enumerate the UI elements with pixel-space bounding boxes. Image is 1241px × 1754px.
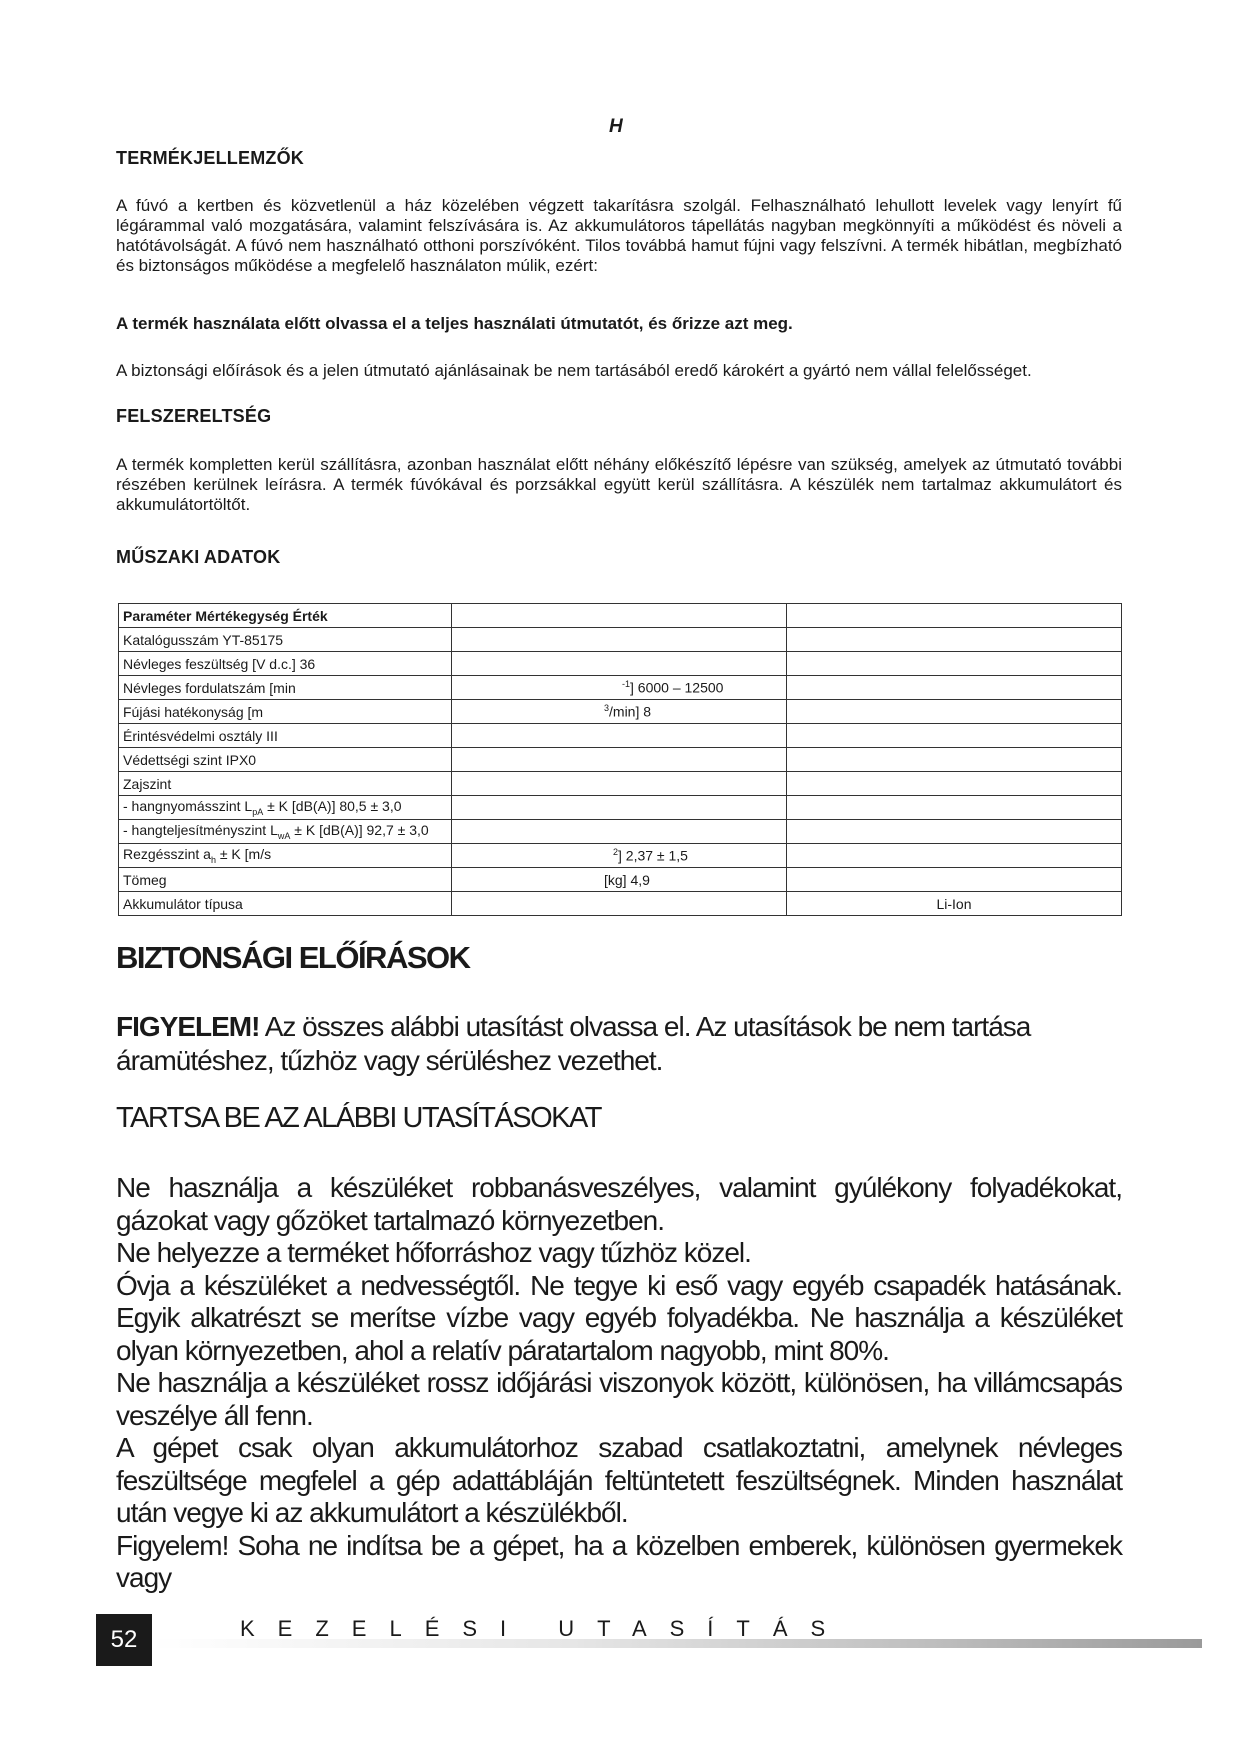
table-cell: Li-Ion: [787, 892, 1122, 916]
technical-data-table: [118, 603, 1122, 916]
list-item: Ne használja a készüléket robbanásveszélyes, valamint gyúlékony folyadékokat, gázokat vagy gőzöket tartalmazó környezetben.: [116, 1172, 1122, 1236]
table-cell: Védettségi szint IPX0: [119, 748, 452, 772]
table-row: [119, 748, 1122, 772]
table-row: [119, 796, 1122, 820]
warning-label: FIGYELEM!: [116, 1011, 260, 1042]
table-row: [119, 868, 1122, 892]
read-manual-notice: A termék használata előtt olvassa el a teljes használati útmutatót, és őrizze azt meg.: [116, 314, 793, 333]
disclaimer-paragraph: A biztonsági előírások és a jelen útmutató ajánlásainak be nem tartásából eredő károkért a gyártó nem vállal felelősséget.: [116, 361, 1032, 380]
page-number: 52: [96, 1614, 152, 1666]
table-cell: Rezgésszint $a_h \pm K$ [m/s: [119, 844, 452, 868]
table-cell: - hangteljesítményszint $L_{wA} \pm K$ [dB(A)] 92,7 ± 3,0: [119, 820, 452, 844]
table-cell: Fújási hatékonyság [m: [119, 700, 452, 724]
keep-instructions-title: TARTSA BE AZ ALÁBBI UTASÍTÁSOKAT: [116, 1102, 601, 1134]
list-item: Ne használja a készüléket rossz időjárási viszonyok között, különösen, ha villámcsapás veszélye áll fenn.: [116, 1367, 1122, 1431]
language-code: H: [609, 116, 623, 137]
table-cell: $^2$] 2,37 ± 1,5: [452, 844, 787, 868]
table-cell: Érintésvédelmi osztály III: [119, 724, 452, 748]
section-title-features: TERMÉKJELLEMZŐK: [116, 148, 305, 168]
section-title-technical-data: MŰSZAKI ADATOK: [116, 547, 281, 567]
table-cell: Névleges fordulatszám [min: [119, 676, 452, 700]
table-row: [119, 700, 1122, 724]
section-title-equipment: FELSZERELTSÉG: [116, 406, 272, 426]
table-cell: - hangnyomásszint $L_{pA} \pm K$ [dB(A)] 80,5 ± 3,0: [119, 796, 452, 820]
warning-text: Az összes alábbi utasítást olvassa el. Az utasítások be nem tartása áramütéshez, tűzhöz vagy sérüléshez vezethet.: [116, 1011, 1031, 1076]
table-row: [119, 820, 1122, 844]
equipment-paragraph: A termék kompletten kerül szállításra, azonban használat előtt néhány előkészítő lépésre van szükség, amelyek az útmutató további részében kerülnek leírásra. A termék fúvókával és porzsákkal együtt kerül szállításra. A készülék nem tartalmaz akkumulátort és akkumulátortöltőt.: [116, 455, 1122, 514]
table-header-row: [119, 604, 1122, 628]
table-row: [119, 628, 1122, 652]
table-cell: Tömeg: [119, 868, 452, 892]
table-row: [119, 724, 1122, 748]
safety-title: BIZTONSÁGI ELŐÍRÁSOK: [116, 940, 470, 975]
table-cell: $^3$/min] 8: [452, 700, 787, 724]
table-row: [119, 844, 1122, 868]
table-cell: Névleges feszültség [V d.c.] 36: [119, 652, 452, 676]
features-paragraph: A fúvó a kertben és közvetlenül a ház közelében végzett takarításra szolgál. Felhasználható lehullott levelek vagy lenyírt fű légárammal való mozgatására, valamint felszívására is. Az akkumulátoros tápellátás nagyban megkönnyíti a működést és növeli a hatótávolságát. A fúvó nem használható otthoni porszívóként. Tilos továbbá hamut fújni vagy felszívni. A termék hibátlan, megbízható és biztonságos működése a megfelelő használaton múlik, ezért:: [116, 196, 1122, 275]
table-cell: Katalógusszám YT-85175: [119, 628, 452, 652]
table-cell: Akkumulátor típusa: [119, 892, 452, 916]
list-item: Ne helyezze a terméket hőforráshoz vagy tűzhöz közel.: [116, 1237, 751, 1268]
table-row: [119, 676, 1122, 700]
table-cell: $^{-1}$] 6000 – 12500: [452, 676, 787, 700]
table-row: [119, 892, 1122, 916]
safety-warning: [116, 1010, 1122, 1078]
footer-running-title: KEZELÉSI UTASÍTÁS: [240, 1616, 849, 1641]
table-header-cell: Paraméter Mértékegység Érték: [119, 604, 452, 628]
safety-rules: [116, 1172, 1122, 1595]
list-item: Óvja a készüléket a nedvességtől. Ne tegye ki eső vagy egyéb csapadék hatásának. Egyik alkatrészt se merítse vízbe vagy egyéb folyadékba. Ne használja a készüléket olyan környezetben, ahol a relatív páratartalom nagyobb, mint 80%.: [116, 1269, 1122, 1366]
list-item: Figyelem! Soha ne indítsa be a gépet, ha a közelben emberek, különösen gyermekek vagy: [116, 1529, 1122, 1593]
table-cell: [kg] 4,9: [452, 868, 787, 892]
table-row: [119, 652, 1122, 676]
table-row: [119, 772, 1122, 796]
list-item: A gépet csak olyan akkumulátorhoz szabad csatlakoztatni, amelynek névleges feszültsége megfelel a gép adattábláján feltüntetett feszültségnek. Minden használat után vegye ki az akkumulátort a készülékből.: [116, 1432, 1122, 1528]
table-cell: Zajszint: [119, 772, 452, 796]
